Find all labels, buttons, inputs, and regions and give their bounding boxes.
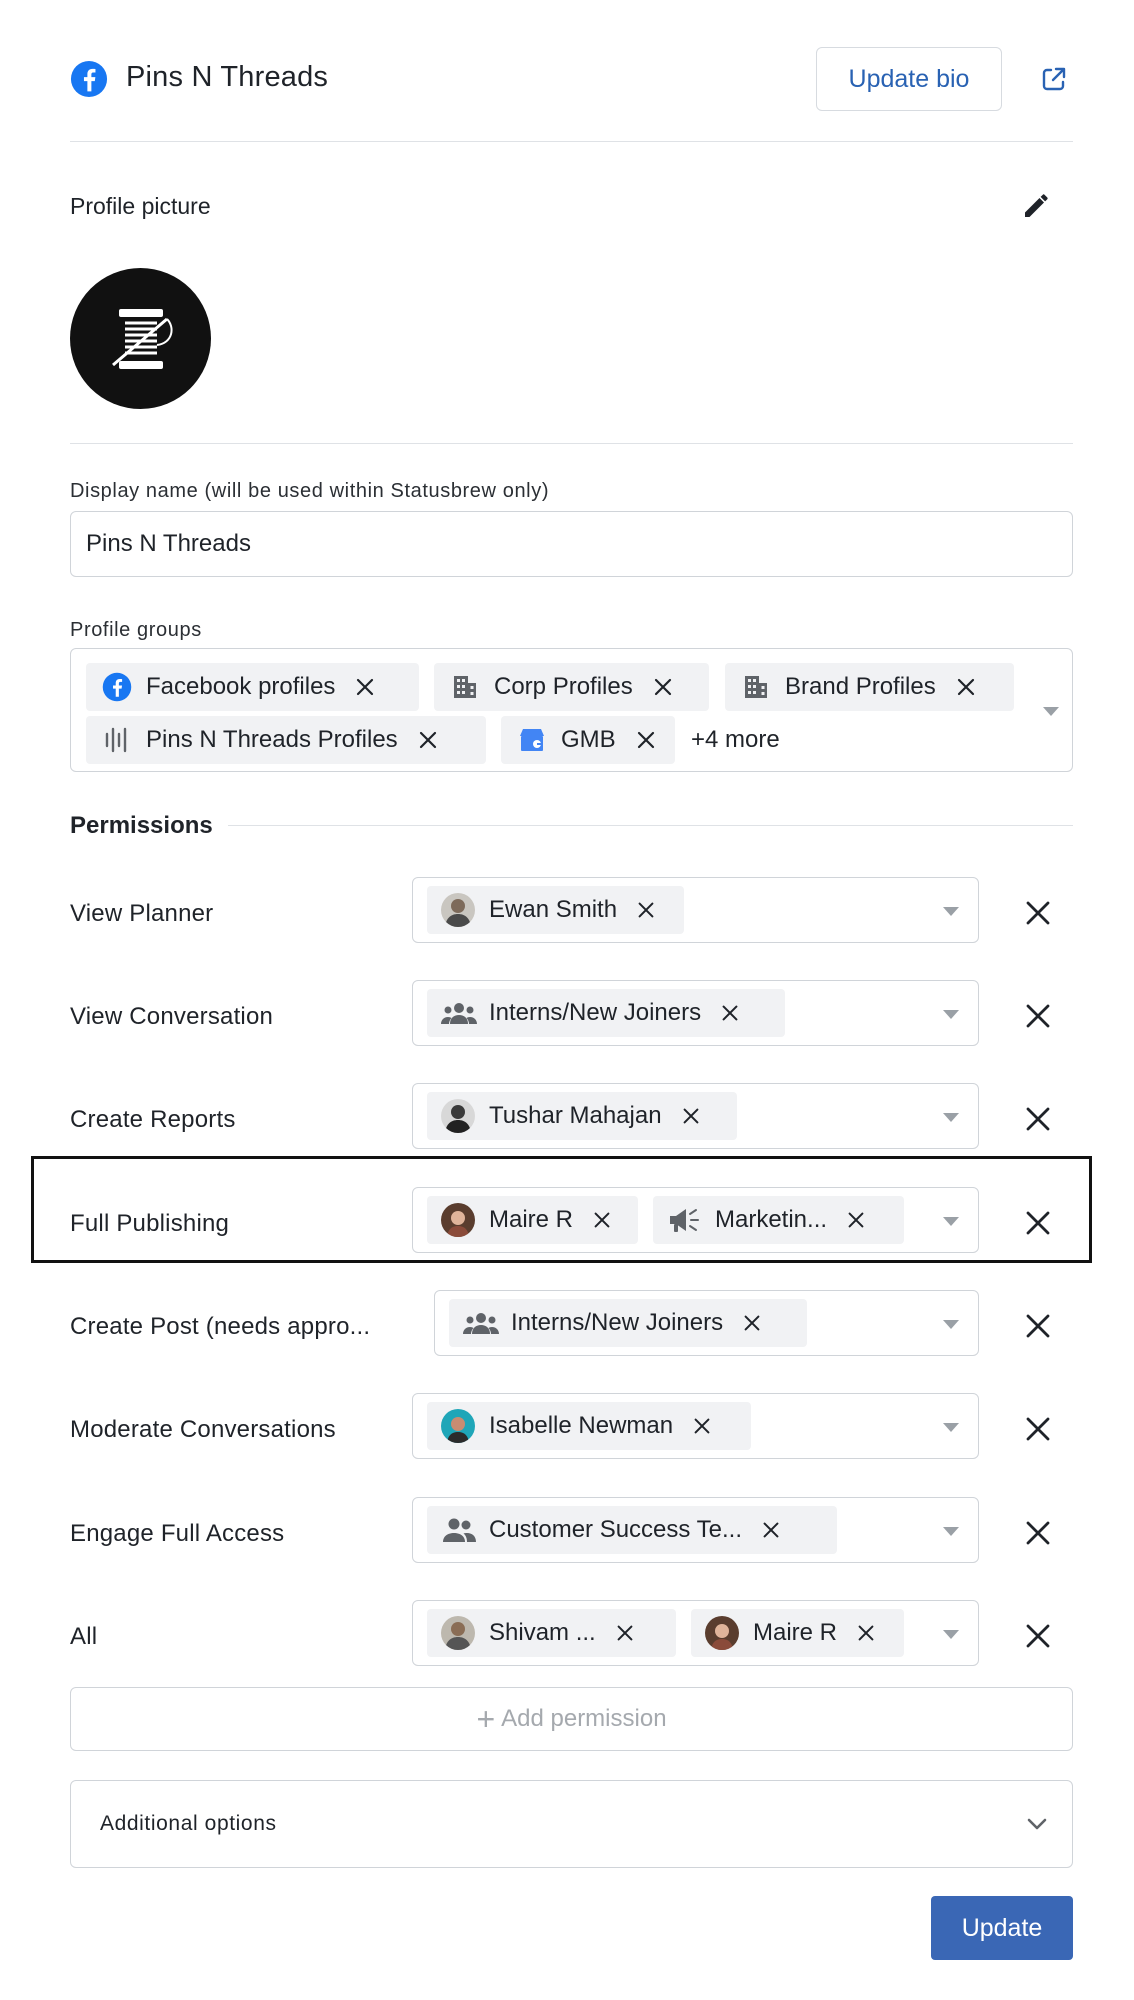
permission-label: Full Publishing [70, 1210, 230, 1237]
group-chip-brand [725, 663, 1014, 711]
assignee-chip [691, 1609, 904, 1657]
assignee-chip [427, 1506, 837, 1554]
profile-avatar [70, 268, 211, 409]
profile-groups-select[interactable] [70, 648, 1073, 772]
chevron-down-icon[interactable] [1043, 707, 1059, 716]
bars-icon [102, 725, 132, 755]
group-chip-label: Corp Profiles [494, 673, 633, 700]
avatar [441, 1203, 475, 1237]
permission-label: Create Post (needs appro... [70, 1313, 371, 1340]
google-my-business-icon [517, 725, 547, 755]
plus-icon: + [476, 1701, 496, 1737]
facebook-icon [102, 672, 132, 702]
remove-permission-icon[interactable] [1023, 1518, 1053, 1548]
remove-chip-icon[interactable] [591, 1209, 613, 1231]
thread-spool-icon [101, 299, 181, 379]
assignee-name: Customer Success Te... [489, 1516, 742, 1543]
remove-chip-icon[interactable] [741, 1312, 763, 1334]
assignee-chip [427, 1402, 751, 1450]
permission-label: View Planner [70, 900, 214, 927]
remove-chip-icon[interactable] [845, 1209, 867, 1231]
permission-label: All [70, 1623, 98, 1650]
remove-chip-icon[interactable] [855, 1622, 877, 1644]
assignee-chip [427, 1196, 638, 1244]
megaphone-icon [667, 1205, 703, 1235]
permission-label: Moderate Conversations [70, 1416, 336, 1443]
avatar [705, 1616, 739, 1650]
assignee-chip [427, 1092, 737, 1140]
remove-permission-icon[interactable] [1023, 1621, 1053, 1651]
avatar [441, 1409, 475, 1443]
remove-chip-icon[interactable] [614, 1622, 636, 1644]
avatar [441, 893, 475, 927]
group-chip-label: GMB [561, 726, 616, 753]
additional-options-accordion[interactable] [70, 1780, 1073, 1868]
chevron-down-icon[interactable] [943, 1113, 959, 1122]
permission-assignee-select[interactable] [412, 877, 979, 943]
remove-chip-icon[interactable] [416, 728, 440, 752]
remove-chip-icon[interactable] [635, 899, 657, 921]
building-icon [741, 672, 771, 702]
update-button[interactable]: Update [931, 1896, 1073, 1960]
group-chip-corp [434, 663, 709, 711]
group-icon [463, 1308, 499, 1338]
permission-assignee-select[interactable] [434, 1290, 979, 1356]
remove-permission-icon[interactable] [1023, 898, 1053, 928]
avatar [441, 1099, 475, 1133]
assignee-name: Shivam ... [489, 1619, 596, 1646]
add-permission-button[interactable] [70, 1687, 1073, 1751]
permission-label: Create Reports [70, 1106, 236, 1133]
group-chip-label: Pins N Threads Profiles [146, 726, 398, 753]
permission-assignee-select[interactable] [412, 1497, 979, 1563]
remove-chip-icon[interactable] [760, 1519, 782, 1541]
remove-chip-icon[interactable] [680, 1105, 702, 1127]
permission-assignee-select[interactable] [412, 1083, 979, 1149]
assignee-name: Tushar Mahajan [489, 1102, 662, 1129]
header-divider [70, 141, 1073, 142]
chevron-down-icon[interactable] [943, 1630, 959, 1639]
profile-header [70, 47, 1073, 111]
assignee-chip [653, 1196, 904, 1244]
chevron-down-icon [1024, 1811, 1050, 1837]
chevron-down-icon[interactable] [943, 1217, 959, 1226]
pencil-icon[interactable] [1020, 188, 1054, 222]
remove-permission-icon[interactable] [1023, 1414, 1053, 1444]
additional-options-label: Additional options [100, 1812, 277, 1835]
remove-chip-icon[interactable] [651, 675, 675, 699]
remove-permission-icon[interactable] [1023, 1001, 1053, 1031]
chevron-down-icon[interactable] [943, 1423, 959, 1432]
page-title: Pins N Threads [126, 61, 329, 93]
permission-label: View Conversation [70, 1003, 274, 1030]
remove-permission-icon[interactable] [1023, 1208, 1053, 1238]
facebook-icon [70, 60, 108, 98]
assignee-chip [427, 989, 785, 1037]
assignee-name: Ewan Smith [489, 896, 618, 923]
remove-chip-icon[interactable] [954, 675, 978, 699]
remove-chip-icon[interactable] [353, 675, 377, 699]
permission-label: Engage Full Access [70, 1520, 285, 1547]
assignee-name: Marketin... [715, 1206, 828, 1233]
group-chip-label: Facebook profiles [146, 673, 336, 700]
permissions-divider [228, 825, 1073, 826]
group-chip-label: Brand Profiles [785, 673, 936, 700]
external-link-icon[interactable] [1038, 63, 1070, 95]
chevron-down-icon[interactable] [943, 1010, 959, 1019]
add-permission-label: Add permission [501, 1705, 667, 1732]
profile-groups-label: Profile groups [70, 619, 202, 641]
remove-permission-icon[interactable] [1023, 1311, 1053, 1341]
permission-assignee-select[interactable] [412, 1187, 979, 1253]
remove-chip-icon[interactable] [634, 728, 658, 752]
assignee-chip [427, 1609, 676, 1657]
group-chip-gmb [501, 716, 675, 764]
group-chip-facebook [86, 663, 419, 711]
assignee-name: Interns/New Joiners [489, 999, 702, 1026]
chevron-down-icon[interactable] [943, 907, 959, 916]
chevron-down-icon[interactable] [943, 1527, 959, 1536]
permission-assignee-select[interactable] [412, 1393, 979, 1459]
permission-assignee-select[interactable] [412, 980, 979, 1046]
display-name-label: Display name (will be used within Statusbrew only) [70, 480, 550, 502]
avatar [441, 1616, 475, 1650]
assignee-name: Interns/New Joiners [511, 1309, 724, 1336]
assignee-chip [449, 1299, 807, 1347]
display-name-input[interactable]: Pins N Threads [70, 511, 1073, 577]
more-groups-link[interactable]: +4 more [691, 726, 780, 753]
assignee-name: Maire R [753, 1619, 838, 1646]
update-bio-button[interactable]: Update bio [816, 47, 1002, 111]
profile-picture-label: Profile picture [70, 193, 211, 219]
assignee-name: Isabelle Newman [489, 1412, 674, 1439]
people-icon [441, 1515, 477, 1545]
assignee-name: Maire R [489, 1206, 574, 1233]
remove-chip-icon[interactable] [719, 1002, 741, 1024]
remove-permission-icon[interactable] [1023, 1104, 1053, 1134]
chevron-down-icon[interactable] [943, 1320, 959, 1329]
group-chip-pins [86, 716, 486, 764]
picture-divider [70, 443, 1073, 444]
permissions-heading: Permissions [70, 812, 213, 839]
assignee-chip [427, 886, 684, 934]
group-icon [441, 998, 477, 1028]
remove-chip-icon[interactable] [691, 1415, 713, 1437]
building-icon [450, 672, 480, 702]
permission-assignee-select[interactable] [412, 1600, 979, 1666]
